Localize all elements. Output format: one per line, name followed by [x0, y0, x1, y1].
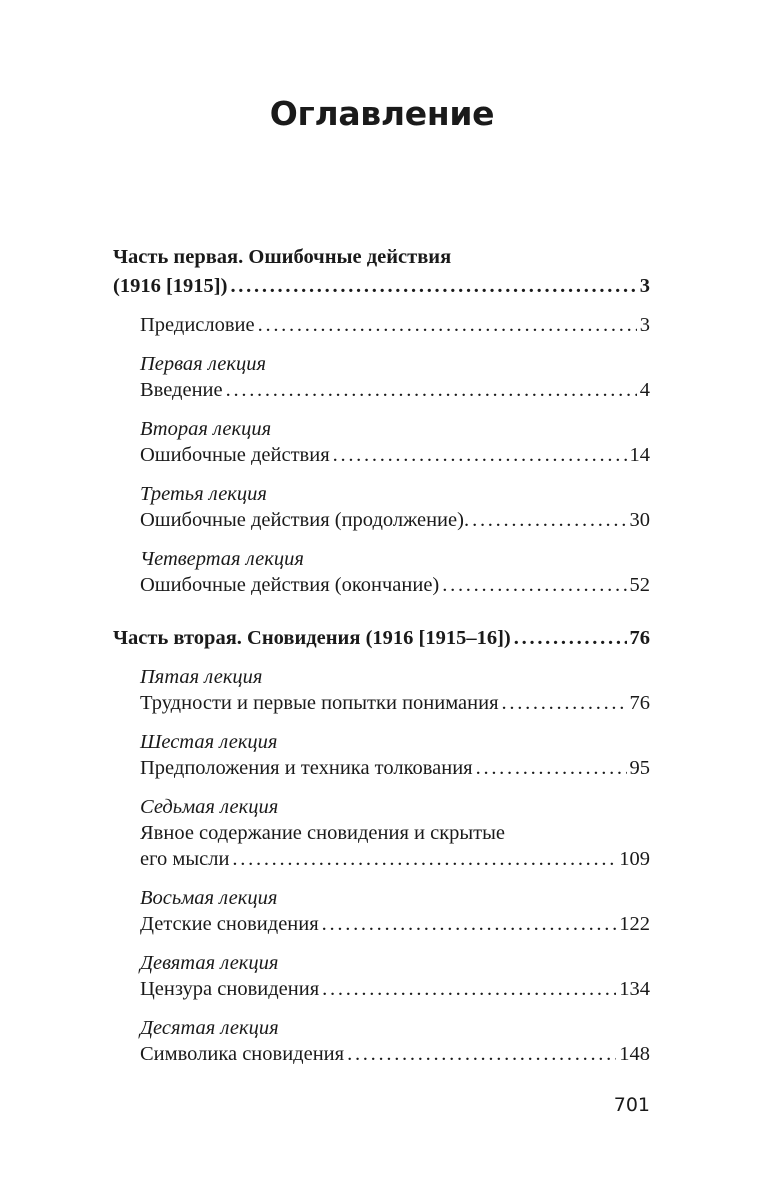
entry-page: 30	[629, 509, 650, 531]
entry-title: Ошибочные действия	[140, 444, 330, 466]
entry-page: 52	[629, 574, 650, 596]
part-1-date: (1916 [1915])	[113, 275, 228, 297]
lecture-label: Третья лекция	[140, 483, 267, 505]
leader-dots	[502, 690, 627, 716]
toc-entry-lecture-8	[113, 885, 650, 937]
leader-dots	[347, 1041, 616, 1067]
leader-dots	[232, 846, 616, 872]
toc-entry-lecture-5	[113, 664, 650, 716]
lecture-label: Десятая лекция	[140, 1017, 279, 1039]
leader-dots	[476, 755, 627, 781]
entry-title: Введение	[140, 379, 223, 401]
leader-dots	[514, 624, 627, 653]
entry-title: Ошибочные действия (продолжение).	[140, 509, 470, 531]
entry-title: Предположения и техника толкования	[140, 757, 473, 779]
leader-dots	[333, 442, 627, 468]
toc-entry-lecture-4	[113, 546, 650, 598]
lecture-label: Четвертая лекция	[140, 548, 304, 570]
entry-page: 95	[629, 757, 650, 779]
lecture-label: Пятая лекция	[140, 666, 263, 688]
leader-dots	[258, 312, 637, 338]
entry-title: Предисловие	[140, 314, 255, 336]
entry-title: его мысли	[140, 848, 230, 870]
lecture-label: Первая лекция	[140, 353, 266, 375]
entry-title: Детские сновидения	[140, 913, 319, 935]
leader-dots	[322, 976, 616, 1002]
entry-title-line-1: Явное содержание сновидения и скрытые	[140, 822, 506, 844]
lecture-label: Девятая лекция	[140, 952, 279, 974]
lecture-label: Восьмая лекция	[140, 887, 278, 909]
entry-page: 148	[619, 1043, 650, 1065]
leader-dots	[226, 377, 637, 403]
part-1-page: 3	[639, 275, 650, 297]
part-1-row	[113, 272, 650, 301]
part-2-row	[113, 624, 650, 653]
toc-entry-lecture-3	[113, 481, 650, 533]
entry-page: 14	[629, 444, 650, 466]
leader-dots	[472, 507, 626, 533]
entry-page: 122	[619, 913, 650, 935]
toc-part-1	[113, 243, 650, 301]
entry-page: 76	[629, 692, 650, 714]
entry-title: Трудности и первые попытки понимания	[140, 692, 499, 714]
toc-entry-lecture-10	[113, 1015, 650, 1067]
toc-entry-lecture-1	[113, 351, 650, 403]
leader-dots	[442, 572, 626, 598]
page-number: 701	[613, 1094, 650, 1116]
part-2-page: 76	[629, 627, 650, 649]
toc-part-2	[113, 624, 650, 653]
toc-entry-lecture-9	[113, 950, 650, 1002]
toc-entry-lecture-2	[113, 416, 650, 468]
leader-dots	[322, 911, 617, 937]
toc-entry-lecture-7	[113, 794, 650, 872]
entry-page: 3	[639, 314, 650, 336]
part-2-title: Часть вторая. Сновидения (1916 [1915–16])	[113, 627, 511, 649]
entry-title: Ошибочные действия (окончание)	[140, 574, 440, 596]
lecture-label: Седьмая лекция	[140, 796, 279, 818]
entry-title: Символика сновидения	[140, 1043, 345, 1065]
entry-page: 4	[639, 379, 650, 401]
entry-title: Цензура сновидения	[140, 978, 320, 1000]
toc-entry-preface	[113, 312, 650, 338]
lecture-label: Вторая лекция	[140, 418, 272, 440]
table-of-contents	[113, 243, 650, 1067]
entry-page: 134	[619, 978, 650, 1000]
page-title: Оглавление	[269, 94, 495, 133]
part-1-title: Часть первая. Ошибочные действия	[113, 246, 452, 268]
toc-entry-lecture-6	[113, 729, 650, 781]
lecture-label: Шестая лекция	[140, 731, 278, 753]
entry-page: 109	[619, 848, 650, 870]
leader-dots	[230, 272, 636, 301]
